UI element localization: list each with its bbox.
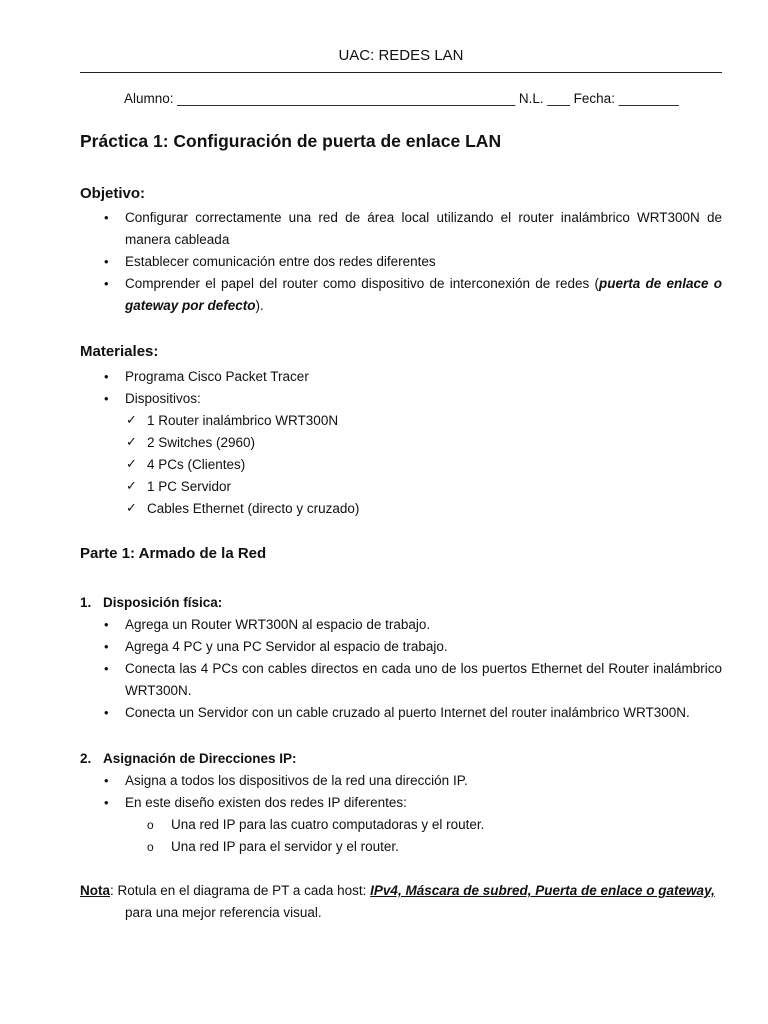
- list-item: • Configurar correctamente una red de área local utilizando el router inalámbrico WRT300N de manera cableada: [80, 207, 722, 251]
- list-item: • Programa Cisco Packet Tracer: [80, 366, 722, 388]
- list-item: ✓ 1 PC Servidor: [80, 476, 722, 498]
- checkmark-icon: ✓: [126, 456, 137, 471]
- bullet-icon: •: [104, 210, 109, 225]
- bullet-icon: •: [104, 254, 109, 269]
- note-line: para una mejor referencia visual.: [125, 905, 322, 920]
- bullet-icon: •: [104, 639, 109, 654]
- page-header: UAC: REDES LAN: [338, 47, 464, 64]
- list-item: • En este diseño existen dos redes IP diferentes:: [80, 792, 722, 814]
- step1-heading: 1. Disposición física:: [80, 595, 223, 610]
- list-item: • Comprender el papel del router como dispositivo de interconexión de redes (puerta de enlace o gateway por defecto).: [80, 273, 722, 317]
- note-label: Nota: [80, 883, 110, 898]
- materials-list: [80, 366, 722, 520]
- checkmark-icon: ✓: [126, 412, 137, 427]
- bullet-icon: •: [104, 276, 109, 291]
- list-item: • Agrega un Router WRT300N al espacio de trabajo.: [80, 614, 722, 636]
- objective-list: [80, 207, 722, 317]
- bullet-icon: •: [104, 661, 109, 676]
- bullet-icon: •: [104, 705, 109, 720]
- step2-heading: 2. Asignación de Direcciones IP:: [80, 751, 297, 766]
- list-item: • Establecer comunicación entre dos redes diferentes: [80, 251, 722, 273]
- bullet-icon: •: [104, 773, 109, 788]
- circle-bullet-icon: o: [147, 818, 154, 832]
- note-paragraph: [80, 880, 722, 924]
- list-item: ✓ 4 PCs (Clientes): [80, 454, 722, 476]
- checkmark-icon: ✓: [126, 434, 137, 449]
- list-item: o Una red IP para las cuatro computadoras y el router.: [80, 814, 722, 836]
- circle-bullet-icon: o: [147, 840, 154, 854]
- practice-title: Práctica 1: Configuración de puerta de enlace LAN: [80, 131, 502, 151]
- checkmark-icon: ✓: [126, 500, 137, 515]
- bullet-icon: •: [104, 617, 109, 632]
- student-info-line: Alumno: _____________________________________________ N.L. ___ Fecha: ________: [124, 91, 679, 106]
- list-item: • Conecta un Servidor con un cable cruzado al puerto Internet del router inalámbrico WRT300N.: [80, 702, 722, 724]
- step1-section: [80, 592, 722, 724]
- materials-heading: Materiales:: [80, 343, 159, 360]
- bullet-icon: •: [104, 391, 109, 406]
- header-rule: [80, 72, 722, 73]
- part1-heading: Parte 1: Armado de la Red: [80, 545, 267, 562]
- list-item: ✓ 1 Router inalámbrico WRT300N: [80, 410, 722, 432]
- emphasis-text: puerta de enlace o gateway por defecto: [125, 276, 722, 313]
- bullet-icon: •: [104, 795, 109, 810]
- list-item: o Una red IP para el servidor y el router.: [80, 836, 722, 858]
- list-item: • Dispositivos:: [80, 388, 722, 410]
- step2-section: [80, 748, 722, 858]
- list-item: ✓ 2 Switches (2960): [80, 432, 722, 454]
- checkmark-icon: ✓: [126, 478, 137, 493]
- list-item: • Asigna a todos los dispositivos de la red una dirección IP.: [80, 770, 722, 792]
- objective-heading: Objetivo:: [80, 185, 146, 202]
- list-item: • Agrega 4 PC y una PC Servidor al espacio de trabajo.: [80, 636, 722, 658]
- note-emphasis: IPv4, Máscara de subred, Puerta de enlace o gateway,: [370, 883, 715, 898]
- list-item: ✓ Cables Ethernet (directo y cruzado): [80, 498, 722, 520]
- list-item: • Conecta las 4 PCs con cables directos en cada uno de los puertos Ethernet del Router inalámbrico WRT300N.: [80, 658, 722, 702]
- note-line: Nota: Rotula en el diagrama de PT a cada host: IPv4, Máscara de subred, Puerta de enlace o gateway,: [80, 883, 715, 898]
- bullet-icon: •: [104, 369, 109, 384]
